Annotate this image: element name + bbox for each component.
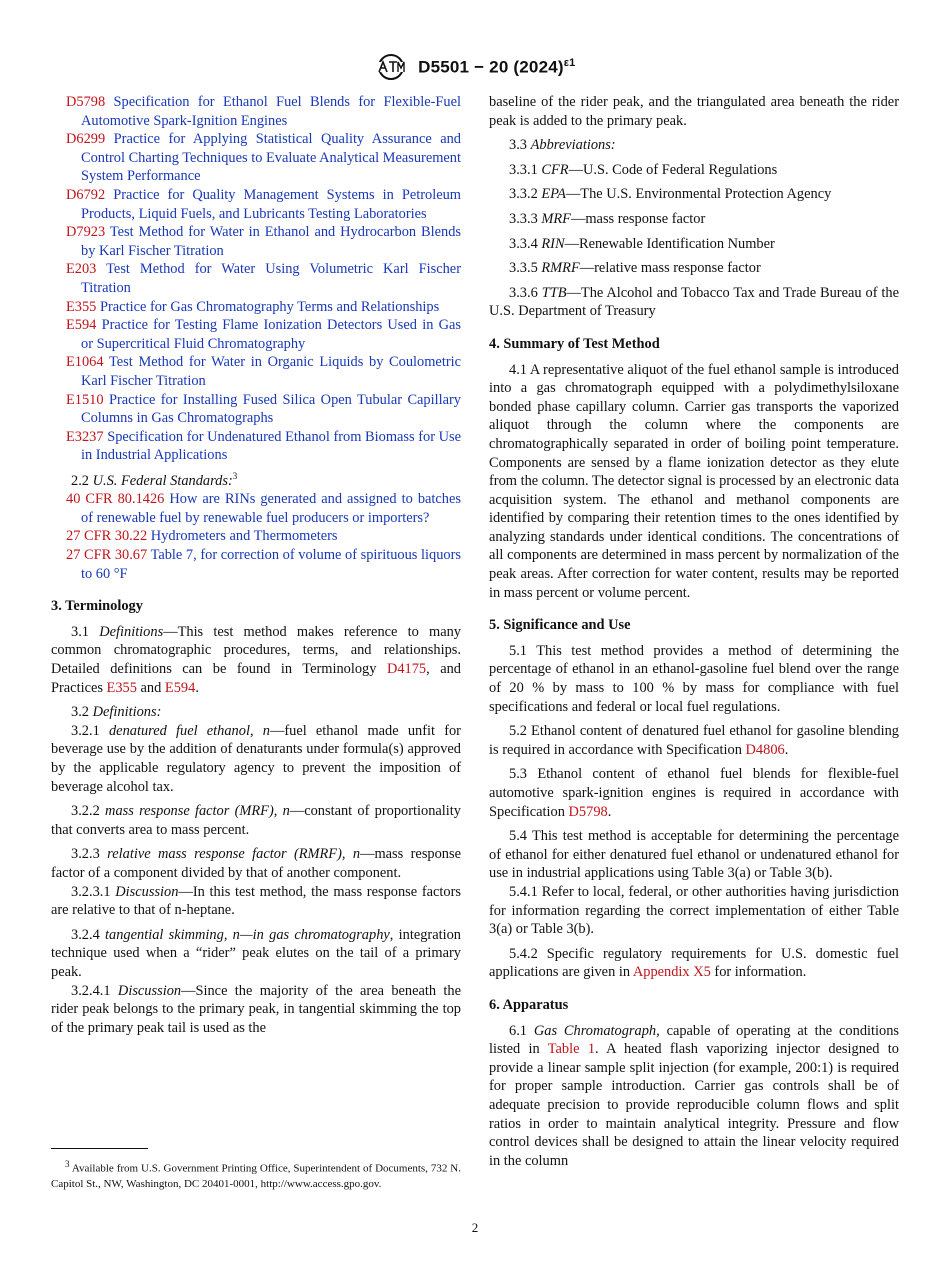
link-e594[interactable]: E594 [164,679,196,696]
reference-title-link[interactable]: Test Method for Water Using Volumetric Karl Fischer Titration [81,261,461,296]
reference-code-link[interactable]: E1064 [66,354,104,371]
section-6-heading: 6. Apparatus [489,996,569,1013]
reference-code-link[interactable]: D6792 [66,186,106,203]
reference-item [51,186,461,223]
abbreviation-item: 3.3.4 RIN—Renewable Identification Number [509,235,775,252]
abbreviation-item: 3.3.5 RMRF—relative mass response factor [509,260,761,277]
para-3-2-3: 3.2.3 relative mass response factor (RMRF), n—mass response factor of a component divided by that of another component. [51,846,461,881]
reference-title-link[interactable]: Practice for Installing Fused Silica Open Tubular Capillary Columns in Gas Chromatographs [81,391,461,427]
reference-code-link[interactable]: E3237 [66,428,104,445]
para-5-1: 5.1 This test method provides a method of determining the percentage of ethanol in an ethanol-gasoline fuel blend over the range of 20 % by mass to 100 % by mass for compliance with fuel specifications and federal or local fuel regulations. [489,642,899,715]
left-column [51,93,461,1037]
federal-standards-list [51,490,461,583]
section-5-heading: 5. Significance and Use [489,617,631,634]
abbreviation-item: 3.3.3 MRF—mass response factor [509,210,706,227]
para-5-4: 5.4 This test method is acceptable for determining the percentage of ethanol for either denatured fuel ethanol or undenatured ethanol for use in industrial applications using Table 3(a) or Table 3(b). [489,828,899,882]
designation-superscript: ε1 [563,56,576,69]
link-appendix-x5[interactable]: Appendix X5 [632,964,711,981]
link-d5798[interactable]: D5798 [568,803,608,820]
para-3-2-1: 3.2.1 denatured fuel ethanol, n—fuel ethanol made unfit for beverage use by the addition of denaturants under formula(s) approved by the applicable regulatory agency to prevent the imposition of beverage alcohol tax. [51,722,461,795]
reference-code-link[interactable]: E203 [66,261,97,278]
abbreviation-item: 3.3.2 EPA—The U.S. Environmental Protection Agency [509,186,832,203]
para-6-1: 6.1 Gas Chromatograph, capable of operating at the conditions listed in Table 1. A heated flash vaporizing injector designed to provide a linear sample split injection (for example, 200:1) is required for proper sample introduction. Carrier gas controls shall be of adequate precision to provide reproducible column flows and split ratios in order to maintain analytical integrity. Pressure and flow control devices shall be designed to attain the linear velocity required in the column [489,1022,899,1169]
reference-title-link[interactable]: Test Method for Water in Organic Liquids by Coulometric Karl Fischer Titration [81,354,461,389]
para-3-2-3-1: 3.2.3.1 Discussion—In this test method, the mass response factors are relative to that of n-heptane. [51,883,461,919]
reference-item [51,298,461,317]
section-3-heading: 3. Terminology [51,598,143,615]
link-d4806[interactable]: D4806 [745,741,785,758]
reference-item [51,428,461,465]
section-4-heading: 4. Summary of Test Method [489,335,660,352]
abbreviation-item: 3.3.1 CFR—U.S. Code of Federal Regulations [509,161,778,178]
reference-title-link[interactable]: Hydrometers and Thermometers [150,528,338,545]
reference-title-link[interactable]: Practice for Applying Statistical Quality Assurance and Control Charting Techniques to Evaluate Analytical Measurement System Performance [81,131,461,185]
para-4-1: 4.1 A representative aliquot of the fuel ethanol sample is introduced into a gas chromatograph equipped with a polydimethylsiloxane bonded phase capillary column. Carrier gas transports the vaporized aliquot through the column where the components are chromatographically separated in order of boiling point temperature. Components are sensed by a flame ionization detector as they elute from the column. The detector signal is processed by an electronic data acquisition system. The ethanol and methanol components are identified by comparing their retention times to the ones identified by analyzing standards under identical conditions. The concentrations of all components are determined in mass percent by normalization of the peak areas. After correction for water content, results may be reported in mass percent or volume percent. [489,361,899,601]
reference-item [51,546,461,583]
para-5-3: 5.3 Ethanol content of ethanol fuel blends for flexible-fuel automotive spark-ignition engines is required in accordance with Specification D5798. [489,766,899,820]
document-designation: D5501 − 20 $(2024)^{\varepsilon 1}$ [418,56,576,77]
reference-code-link[interactable]: D7923 [66,224,106,241]
reference-item [51,130,461,186]
reference-title-link[interactable]: Test Method for Water in Ethanol and Hydrocarbon Blends by Karl Fischer Titration [81,224,461,259]
reference-code-link[interactable]: 27 CFR 30.22 [66,528,148,545]
link-e355[interactable]: E355 [106,679,137,696]
reference-item [51,353,461,390]
reference-title-link[interactable]: Specification for Undenatured Ethanol from Biomass for Use in Industrial Applications [81,428,461,464]
reference-item [51,527,461,546]
reference-title-link[interactable]: Specification for Ethanol Fuel Blends for Flexible-Fuel Automotive Spark-Ignition Engines [81,94,461,129]
para-3-1: 3.1 Definitions—This test method makes reference to many common chromatographic procedures, terms, and relationships. Detailed definitions can be found in Terminology D4175, and Practices E355 and E594. [51,623,461,696]
reference-code-link[interactable]: E355 [66,298,97,315]
reference-code-link[interactable]: D5798 [66,94,106,110]
reference-title-link[interactable]: How are RINs generated and assigned to batches of renewable fuel by renewable fuel producers or importers? [81,491,461,526]
reference-code-link[interactable]: E594 [66,317,97,334]
para-3-2-2: 3.2.2 mass response factor (MRF), n—constant of proportionality that converts area to mass percent. [51,803,461,838]
abbreviations-list [489,161,899,321]
para-5-4-1: 5.4.1 Refer to local, federal, or other authorities having jurisdiction for information regarding the correct implementation of either Table 3(a) or Table 3(b). [489,883,899,938]
referenced-documents-list [51,93,461,465]
reference-item [51,260,461,297]
right-column [489,93,899,1170]
para-3-2-4-1-continued: baseline of the rider peak, and the triangulated area beneath the rider peak is added to the primary peak. [489,94,899,129]
para-3-3: 3.3 Abbreviations: [509,137,616,154]
reference-title-link[interactable]: Table 7, for correction of volume of spirituous liquors to 60 °F [81,547,461,582]
footnote-3: $^3$ Available from U.S. Government Printing Office, Superintendent of Documents, 732 N. Capitol St., NW, Washington, DC 20401-0001, http://www.access.gpo.gov. [51,1159,461,1190]
reference-title-link[interactable]: Practice for Testing Flame Ionization Detectors Used in Gas or Supercritical Fluid Chromatography [81,317,461,352]
para-3-2-4: 3.2.4 tangential skimming, n—in gas chromatography, integration technique used when a “rider” peak elutes on the tail of a primary peak. [51,926,461,980]
abbreviation-item: 3.3.6 TTB—The Alcohol and Tobacco Tax and Trade Bureau of the U.S. Department of Treasury [489,284,899,320]
reference-code-link[interactable]: E1510 [66,391,104,408]
reference-title-link[interactable]: Practice for Gas Chromatography Terms and Relationships [100,298,440,315]
reference-code-link[interactable]: 40 CFR 80.1426 [66,491,165,508]
reference-item [51,93,461,130]
astm-logo-icon [374,52,408,82]
para-3-2-4-1: 3.2.4.1 Discussion—Since the majority of the area beneath the rider peak belongs to the primary peak, in tangential skimming the top of the primary peak tail is used as the [51,982,461,1036]
reference-item [51,316,461,353]
federal-standards-heading: 2.2 U.S. Federal Standards:$^3$ [71,470,238,489]
footnote-area [51,1138,461,1192]
reference-code-link[interactable]: 27 CFR 30.67 [66,547,148,564]
link-d4175[interactable]: D4175 [386,661,427,678]
link-table-1[interactable]: Table 1 [547,1041,596,1058]
page-header [0,52,950,82]
reference-item [51,391,461,428]
page-number: 2 [471,1220,479,1235]
para-5-2: 5.2 Ethanol content of denatured fuel ethanol for gasoline blending is required in accordance with Specification D4806. [489,723,899,758]
reference-item [51,223,461,260]
footnote-rule [51,1148,148,1149]
reference-title-link[interactable]: Practice for Quality Management Systems in Petroleum Products, Liquid Fuels, and Lubricants Testing Laboratories [81,186,461,222]
para-3-2: 3.2 Definitions: [71,704,162,721]
reference-code-link[interactable]: D6299 [66,131,106,148]
para-5-4-2: 5.4.2 Specific regulatory requirements for U.S. domestic fuel applications are given in Appendix X5 for information. [489,945,899,981]
reference-item [51,490,461,527]
